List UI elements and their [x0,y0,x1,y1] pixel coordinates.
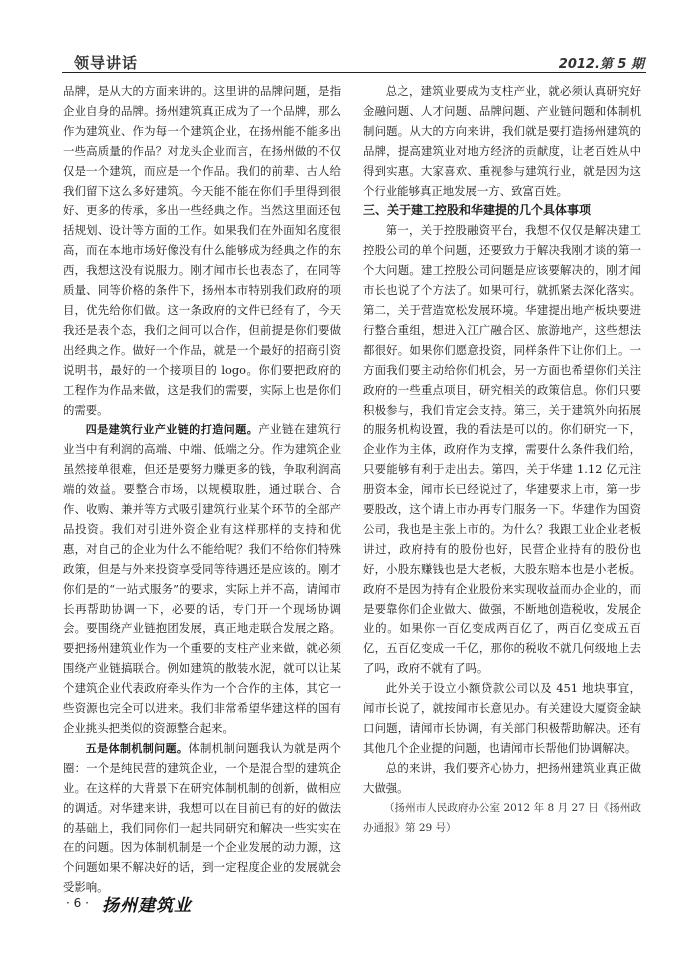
left-column [63,82,341,898]
paragraph [63,739,341,898]
page-number: · 6 · [66,896,89,910]
paragraph: 第一，关于控股融资平台，我想不仅仅是解决建工控股公司的单个问题，还要致力于解决我刚才谈的第一个大问题。建工控股公司问题是应该要解决的，刚才闻市长也说了个方法了。如果可行，就抓紧去深化落实。第二，关于营造宽松发展环境。华建提出地产板块要进行整合重组，想进入江广融合区、旅游地产，这些想法都很好。如果你们愿意投资，同样条件下让你们上。一方面我们要主动给你们机会，另一方面也希望你们关注政府的一些重点项目，研究相关的政策信息。你们只要积极参与，我们肯定会支持。第三，关于建筑外向拓展的服务机构设置，我的看法是可以的。你们研究一下，企业作为主体，政府作为支撑，需要什么条件我们给，只要能够有利于走出去。第四，关于华建 1.12 亿元注册资本金，闻市长已经说过了，华建要求上市，第一步要股改，这个请上市办再专门服务一下。华建作为国资公司，我也是主张上市的。为什么？我跟工业企业老板讲过，政府持有的股份也好，民营企业持有的股份也好，小股东赚钱也是大老板，大股东赔本也是小老板。政府不是因为持有企业股份来实现收益而办企业的，而是要靠你们企业做大、做强，不断地创造税收，发展企业的。如果你一百亿变成两百亿了，两百亿变成五百亿，五百亿变成一千亿，那你的税收不就几何级地上去了吗，政府不就有了吗。 [363,223,641,676]
paragraph-lead: 四是建筑行业产业链的打造问题。 [85,423,259,437]
magazine-logo: 扬州建筑业 [102,896,192,916]
paragraph [63,420,341,739]
page-header [62,50,646,73]
paragraph: 此外关于设立小额贷款公司以及 451 地块事宜，闻市长说了，就按闻市长意见办。有关建设大厦资金缺口问题，请闻市长协调，有关部门积极帮助解决。还有其他几个企业提的问题，也请闻市长帮他们协调解决。 [363,681,641,755]
paragraph: 总的来讲，我们要齐心协力，把扬州建筑业真正做大做强。 [363,760,641,795]
section-heading: 三、关于建工控股和华建提的几个具体事项 [363,203,592,218]
paragraph-body: 体制机制问题我认为就是两个圈：一个是纯民营的建筑企业，一个是混合型的建筑企业。在这样的大背景下在研究体制机制的创新，做相应的调适。对华建来讲，我想可以在目前已有的好的做法的基础上，我们同你们一起共同研究和解决一些实实在在的问题。因为体制机制是一个企业发展的动力源，这个问题如果不解决好的话，到一定程度企业的发展就会受影响。 [63,740,341,895]
paragraph-lead: 五是体制机制问题。 [85,741,189,755]
right-column [363,82,641,838]
section-title: 领导讲话 [74,54,139,72]
paragraph: 品牌，是从大的方面来讲的。这里讲的品牌问题，是指企业自身的品牌。扬州建筑真正成为了一个品牌，那么作为建筑业、作为每一个建筑企业，在扬州能不能多出一些高质量的作品？对龙头企业而言，在扬州做的不仅仅是一个建筑，而应是一个作品。我们的前辈、古人给我们留下这么多好建筑。今天能不能在你们手里得到很好、更多的传承，多出一些经典之作。当然这里面还包括规划、设计等方面的工作。如果我们在外面知名度很高，而在本地市场好像没有什么能够成为经典之作的东西，我想这没有说服力。刚才闻市长也表态了，在同等质量、同等价格的条件下，扬州本市特别我们政府的项目，优先给你们做。这一条政府的文件已经有了，今天我还是表个态，我们之间可以合作，但前提是你们要做出经典之作。做好一个作品，就是一个最好的招商引资说明书，最好的一个接项目的 logo。你们要把政府的工程作为作品来做，这是我们的需要，实际上也是你们的需要。 [63,84,341,417]
page-footer [62,893,646,915]
issue-number: 2012.第 5 期 [558,57,644,72]
paragraph-body: 产业链在建筑行业当中有利润的高端、中端、低端之分。作为建筑企业虽然接单很难，但还是要努力赚更多的钱，争取利润高端的效益。要整合市场，以规模取胜，通过联合、合作、收购、兼并等方式吸引建筑行业某个环节的全部产品投资。我们对引进外资企业有这样那样的支持和优惠，对自己的企业为什么不能给呢？我们不给你们特殊政策，但是与外来投资享受同等待遇还是应该的。刚才你们是的“一站式服务”的要求，实际上并不高，请闻市长再帮助协调一下，必要的话，专门开一个现场协调会。要围绕产业链抱团发展，真正地走联合发展之路。要把扬州建筑业作为一个重要的支柱产业来做，就必须围绕产业链搞联合。例如建筑的散装水泥，就可以让某个建筑企业代表政府牵头作为一个合作的主体，其它一些资源也完全可以进来。我们非常希望华建这样的国有企业挑头把类似的资源整合起来。 [63,422,341,735]
paragraph: 总之，建筑业要成为支柱产业，就必须认真研究好金融问题、人才问题、品牌问题、产业链问题和体制机制问题。从大的方向来讲，我们就是要打造扬州建筑的品牌，提高建筑业对地方经济的贡献度，让老百姓从中得到实惠。大家喜欢、重视参与建筑行业，就是因为这个行业能够真正地发展一方、致富百姓。 [363,84,641,198]
source-note: （扬州市人民政府办公室 2012 年 8 月 27 日《扬州政办通报》第 29 号） [363,801,641,834]
